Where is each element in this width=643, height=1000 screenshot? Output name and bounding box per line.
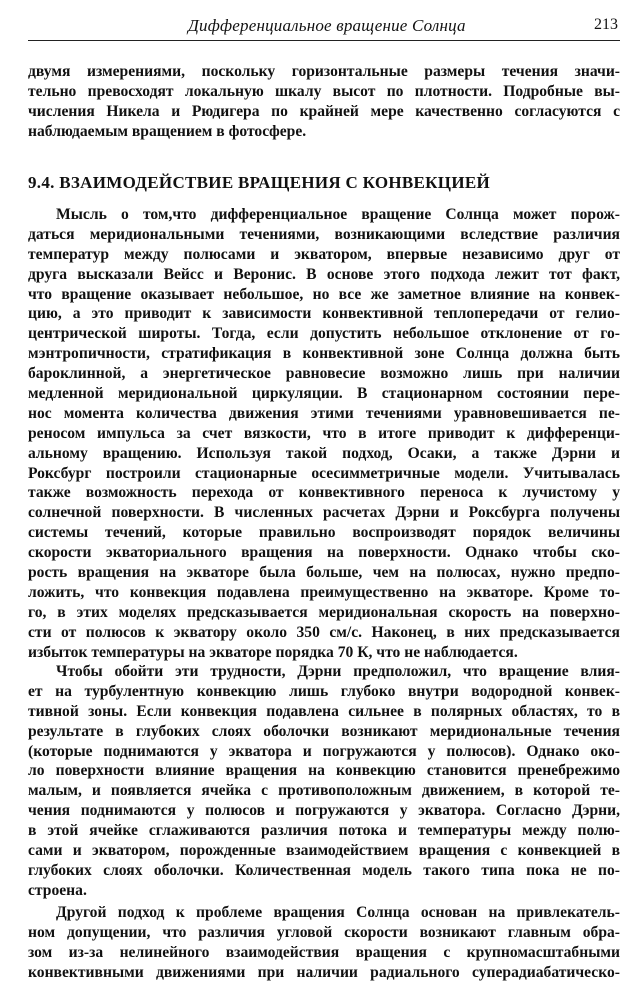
text-line: реносом импульса за счет вязкости, что в итоге приводит к дифференци- (28, 424, 620, 442)
text-line: центрической широты. Тогда, если допустить небольшое отклонение от го- (28, 325, 620, 343)
text-line: друга высказали Вейсс и Веронис. В основе этого подхода лежит тот факт, (28, 265, 620, 283)
text-line: тельно превосходят локальную шкалу высот по плотности. Подробные вы- (28, 82, 620, 100)
paragraph-2 (28, 205, 620, 662)
text-line: сти от полюсов к экватору около 350 см/с. Наконец, в них предсказывается (28, 623, 620, 641)
text-line: чения поднимаются у полюсов и погружаются у экватора. Согласно Дэрни, (28, 802, 620, 820)
text-line: двумя измерениями, поскольку горизонтальные размеры течения значи- (28, 63, 620, 80)
text-line: ло поверхности влияние вращения на конвекцию становится пренебрежимо (28, 762, 620, 780)
text-line: Мысль о том,что дифференциальное вращение Солнца может порож- (56, 206, 620, 223)
text-line: малым, и появляется ячейка с противоположным движением, в которой те- (28, 782, 620, 800)
text-line: в этой ячейке сглаживаются различия потока и температуры между полю- (28, 822, 620, 840)
text-line: температур между полюсами и экватором, впервые независимо друг от (28, 245, 620, 263)
text-line: солнечной поверхности. В численных расчетах Дэрни и Роксбурга получены (28, 504, 620, 522)
text-line: системы течений, которые правильно воспроизводят порядок величины (28, 524, 620, 542)
text-line: что вращение оказывает небольшое, но все же заметное влияние на конвек- (28, 285, 620, 303)
text-line: строена. (28, 881, 87, 899)
paragraph-4 (28, 903, 620, 983)
text-line: даться меридиональными течениями, возникающими вследствие различия (28, 225, 620, 243)
text-line: альному вращению. Используя такой подход, Осаки, а также Дэрни и (28, 444, 620, 462)
text-line: го, в этих моделях предсказывается меридиональная скорость на поверхно- (28, 603, 620, 621)
text-line: результате в глубоких слоях оболочки возникают меридиональные течения (28, 722, 620, 740)
text-line: Другой подход к проблеме вращения Солнца основан на привлекатель- (56, 904, 620, 921)
text-line: глубоких слоях оболочки. Количественная модель такого типа пока не по- (28, 861, 620, 879)
text-line: числения Никела и Рюдигера по крайней мере качественно согласуются с (28, 102, 620, 120)
text-line: медленной меридиональной циркуляции. В стационарном состоянии пере- (28, 385, 620, 403)
text-line: также возможность перехода от конвективного переноса к лучистому у (28, 484, 620, 502)
text-line: тивной зоны. Если конвекция подавлена сильнее в полярных областях, то в (28, 702, 620, 720)
section-heading: 9.4. ВЗАИМОДЕЙСТВИЕ ВРАЩЕНИЯ С КОНВЕКЦИЕЙ (28, 173, 491, 192)
text-line: ном допущении, что различия угловой скорости возникают главным обра- (28, 923, 620, 941)
text-line: рость вращения на экваторе была больше, чем на полюсах, нужно предпо- (28, 564, 620, 582)
text-line: нос момента количества движения этими течениями уравновешивается пе- (28, 404, 620, 422)
running-header (28, 14, 620, 41)
text-line: цию, а это приводит к зависимости конвективной теплопередачи от гелио- (28, 305, 620, 323)
text-line: ложить, что конвекция подавлена преимущественно на экваторе. Кроме то- (28, 583, 620, 601)
text-line: Чтобы обойти эти трудности, Дэрни предположил, что вращение влия- (56, 663, 620, 680)
text-line: бароклинной, а энергетическое равновесие возможно лишь при наличии (28, 365, 620, 383)
text-line: Роксбург построили стационарные осесимметричные модели. Учитывалась (28, 464, 620, 482)
paragraph-3 (28, 662, 620, 901)
text-line: сами и экватором, порожденные взаимодействием вращения с конвекцией в (28, 842, 620, 860)
text-line: мэнтропичности, стратификация в конвективной зоне Солнца должна быть (28, 345, 620, 363)
paragraph-1 (28, 62, 620, 142)
text-line: избыток температуры на экваторе порядка 70 К, что не наблюдается. (28, 643, 518, 661)
text-line: скорости экваториального вращения на поверхности. Однако чтобы ско- (28, 544, 620, 562)
text-line: конвективными движениями при наличии радиального суперадиабатическо- (28, 963, 620, 981)
text-line: зом из-за нелинейного взаимодействия вращения с крупномасштабными (28, 943, 620, 961)
text-line: (которые поднимаются у экватора и погружаются у полюсов). Однако око- (28, 742, 620, 760)
text-line: наблюдаемым вращением в фотосфере. (28, 122, 307, 140)
text-line: ет на турбулентную конвекцию лишь глубоко внутри водородной конвек- (28, 682, 620, 700)
running-title: Дифференциальное вращение Солнца (188, 16, 466, 35)
page-number: 213 (594, 16, 618, 33)
